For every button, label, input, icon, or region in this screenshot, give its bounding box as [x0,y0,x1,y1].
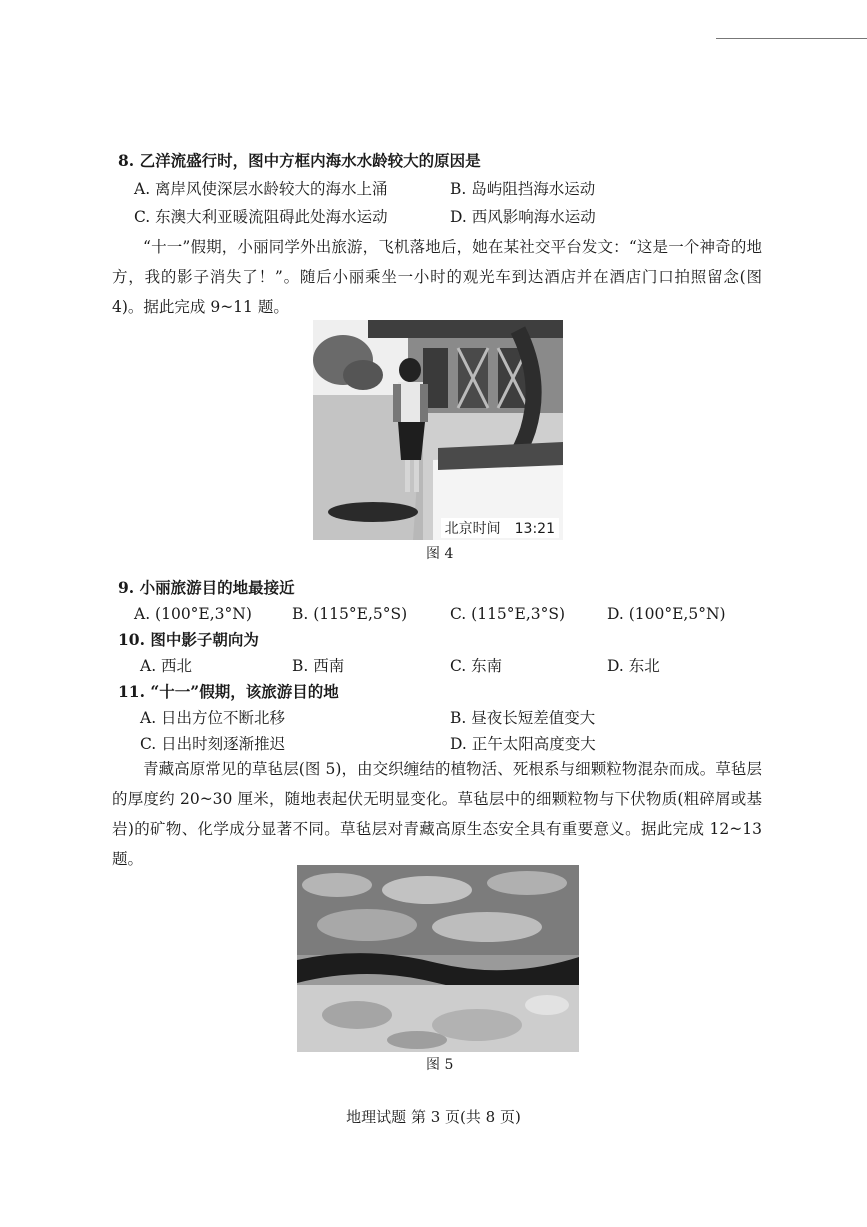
q11-option-d: D. 正午太阳高度变大 [450,735,596,753]
q8-option-d: D. 西风影响海水运动 [450,208,596,226]
q10-option-a: A. 西北 [140,657,193,675]
q9-option-b: B. (115°E,5°S) [292,605,408,623]
q11-option-c: C. 日出时刻逐渐推迟 [140,735,286,753]
figure-4-caption: 图 4 [426,546,454,562]
passage-12-13: 青藏高原常见的草毡层(图 5)，由交织缠结的植物活、死根系与细颗粒物混杂而成。草毡层的厚度约 20~30 厘米，随地表起伏无明显变化。草毡层中的细颗粒物与下伏物质(粗碎屑或基岩)的矿物、化学成分显著不同。草毡层对青藏高原生态安全具有重要意义。据此完成 12~13 题。 [112,760,762,868]
q10-stem: 10. 图中影子朝向为 [118,630,259,649]
header-rule [716,38,867,39]
q8-option-b: B. 岛屿阻挡海水运动 [450,180,596,198]
q11-option-b: B. 昼夜长短差值变大 [450,709,596,727]
q9-stem: 9. 小丽旅游目的地最接近 [118,578,295,597]
q11-stem: 11. “十一”假期，该旅游目的地 [118,682,339,701]
q8-option-c: C. 东澳大利亚暖流阻碍此处海水运动 [134,208,388,226]
q9-option-a: A. (100°E,3°N) [134,605,252,623]
q10-option-b: B. 西南 [292,657,345,675]
page-footer: 地理试题 第 3 页(共 8 页) [346,1108,521,1126]
q10-option-d: D. 东北 [607,657,660,675]
q9-option-c: C. (115°E,3°S) [450,605,566,623]
figure-4-timestamp: 北京时间 13:21 [441,518,559,538]
q10-option-c: C. 东南 [450,657,503,675]
figure-5-caption: 图 5 [426,1057,454,1073]
figure-5-photo [297,865,579,1052]
q8-option-a: A. 离岸风使深层水龄较大的海水上涌 [134,180,388,198]
q8-stem: 8. 乙洋流盛行时，图中方框内海水水龄较大的原因是 [118,151,481,170]
q9-option-d: D. (100°E,5°N) [607,605,726,623]
q11-option-a: A. 日出方位不断北移 [140,709,286,727]
passage-9-11: “十一”假期，小丽同学外出旅游，飞机落地后，她在某社交平台发文：“这是一个神奇的地方，我的影子消失了！”。随后小丽乘坐一小时的观光车到达酒店并在酒店门口拍照留念(图 4)。据此完成 9~11 题。 [112,238,762,316]
figure-4-photo [313,320,563,540]
